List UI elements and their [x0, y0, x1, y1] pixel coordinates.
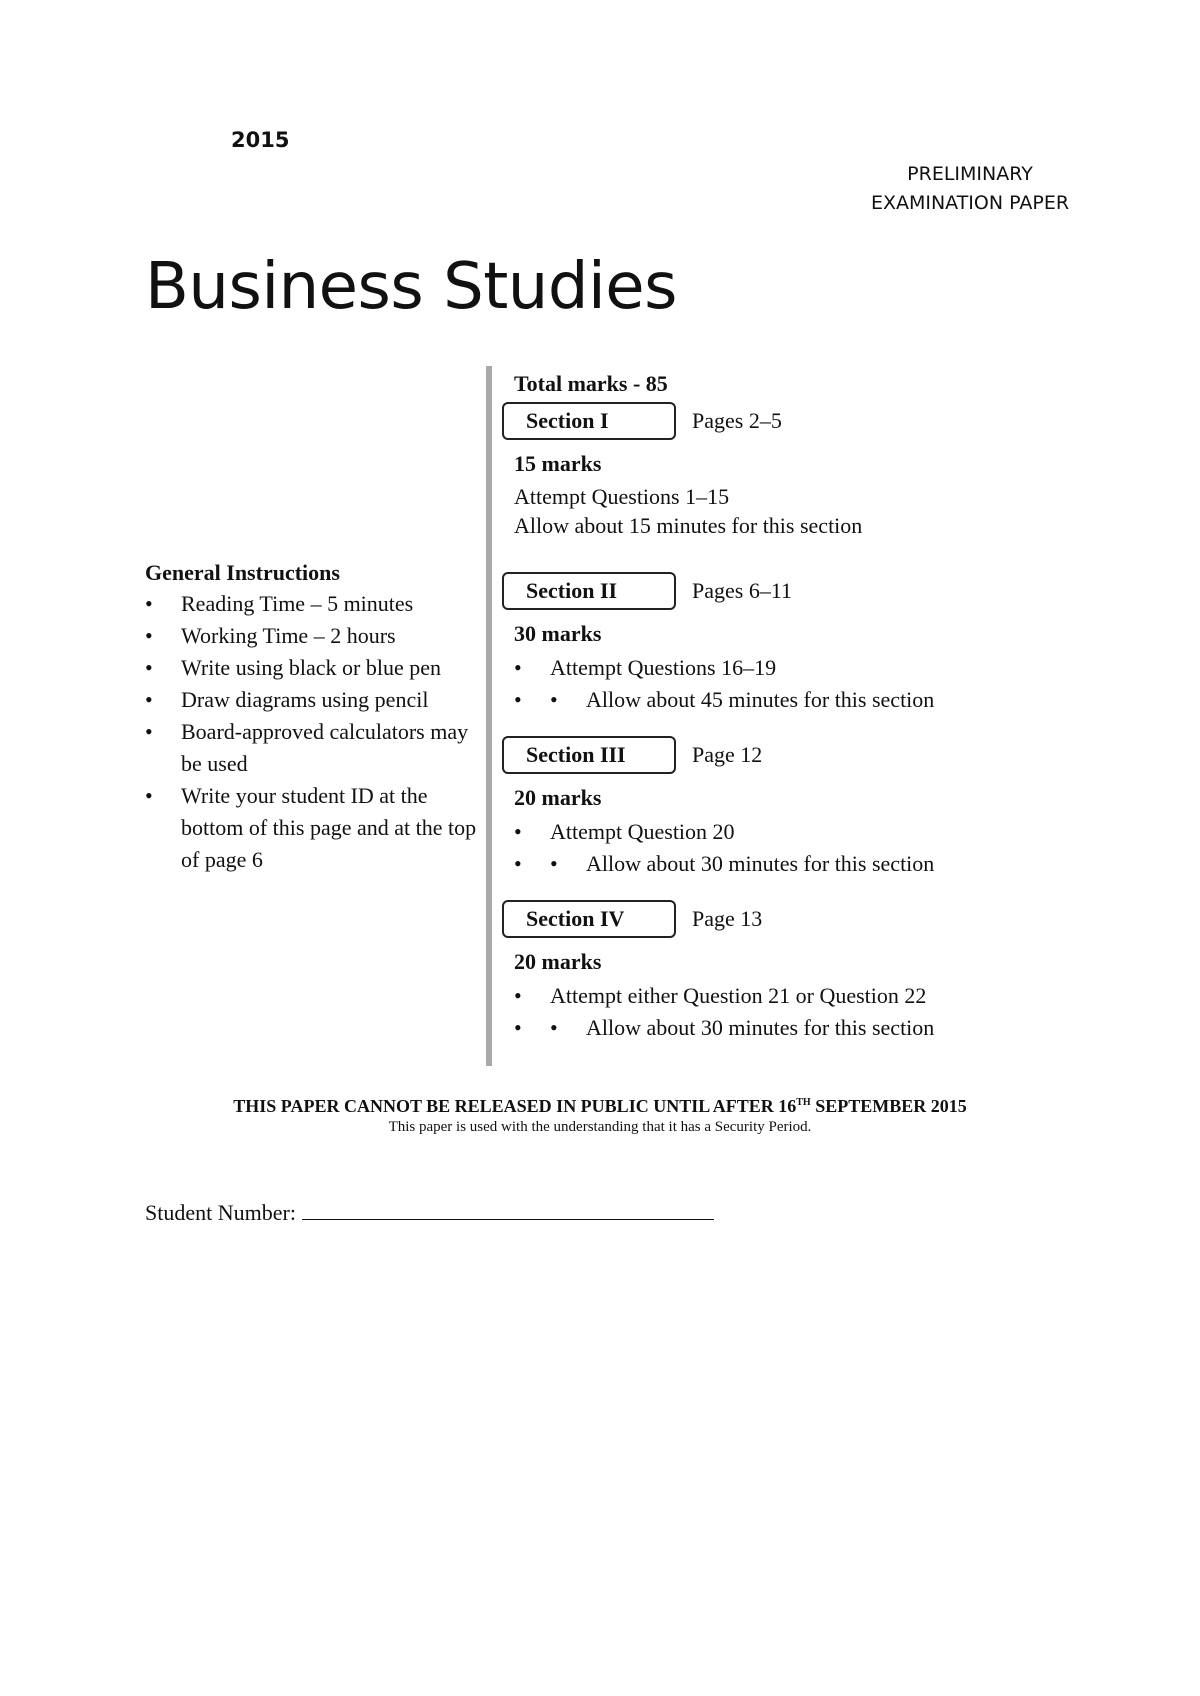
total-marks: Total marks - 85	[514, 371, 668, 396]
section-header	[502, 402, 1154, 442]
section-block-3	[514, 736, 1154, 880]
section-label-box: Section IV	[502, 900, 676, 938]
student-number-row	[145, 1200, 714, 1226]
section-header	[502, 572, 1154, 612]
release-notice	[0, 1096, 1200, 1136]
paper-type	[840, 160, 1100, 218]
section-marks: 15 marks	[514, 451, 602, 476]
section-pages: Page 12	[692, 742, 763, 767]
section-allow-text: • • Allow about 30 minutes for this section	[550, 1012, 1154, 1044]
section-bullets	[514, 652, 1154, 716]
security-period-note: This paper is used with the understanding that it has a Security Period.	[388, 1119, 812, 1135]
section-attempt: Attempt Questions 1–15	[514, 484, 730, 509]
release-text-sup: TH	[796, 1097, 811, 1108]
section-allow	[514, 684, 1154, 716]
section-bullets	[514, 816, 1154, 880]
instruction-item: • Write using black or blue pen	[145, 652, 480, 684]
section-label-box: Section II	[502, 572, 676, 610]
instruction-list	[145, 588, 480, 876]
instruction-item: • Board-approved calculators may be used	[145, 716, 480, 780]
release-restriction	[0, 1096, 1200, 1117]
paper-type-line1: PRELIMINARY	[907, 163, 1033, 185]
column-divider	[486, 366, 492, 1066]
section-pages: Pages 6–11	[692, 578, 793, 603]
section-allow-text: • • Allow about 30 minutes for this section	[550, 848, 1154, 880]
sections-column	[514, 366, 1154, 1064]
section-attempt: • Attempt Questions 16–19	[514, 652, 1154, 684]
section-header	[502, 900, 1154, 940]
section-allow	[514, 848, 1154, 880]
instruction-item: • Working Time – 2 hours	[145, 620, 480, 652]
section-label-box: Section I	[502, 402, 676, 440]
section-block-4	[514, 900, 1154, 1044]
section-bullets	[514, 980, 1154, 1044]
instruction-item: • Write your student ID at the bottom of this page and at the top of page 6	[145, 780, 480, 876]
section-allow: Allow about 15 minutes for this section	[514, 513, 863, 538]
paper-type-line2: EXAMINATION PAPER	[870, 192, 1070, 214]
section-attempt: • Attempt Question 20	[514, 816, 1154, 848]
section-allow-text: • • Allow about 45 minutes for this section	[550, 684, 1154, 716]
subject-title: Business Studies	[145, 250, 677, 324]
release-text-suffix: SEPTEMBER 2015	[810, 1096, 967, 1116]
section-attempt: • Attempt either Question 21 or Question 22	[514, 980, 1154, 1012]
section-header	[502, 736, 1154, 776]
instruction-item: • Reading Time – 5 minutes	[145, 588, 480, 620]
release-text-prefix: THIS PAPER CANNOT BE RELEASED IN PUBLIC UNTIL AFTER 16	[233, 1096, 797, 1116]
general-instructions	[145, 560, 480, 876]
section-label-box: Section III	[502, 736, 676, 774]
section-marks: 20 marks	[514, 785, 602, 810]
exam-year: 2015	[231, 128, 290, 152]
general-instructions-heading: General Instructions	[145, 560, 340, 585]
section-marks: 30 marks	[514, 621, 602, 646]
instruction-item: • Draw diagrams using pencil	[145, 684, 480, 716]
section-marks: 20 marks	[514, 949, 602, 974]
student-number-label: Student Number:	[145, 1200, 296, 1225]
section-pages: Page 13	[692, 906, 763, 931]
student-number-field[interactable]	[302, 1201, 714, 1220]
section-allow	[514, 1012, 1154, 1044]
section-block-1	[514, 402, 1154, 540]
section-block-2	[514, 572, 1154, 716]
section-pages: Pages 2–5	[692, 408, 782, 433]
